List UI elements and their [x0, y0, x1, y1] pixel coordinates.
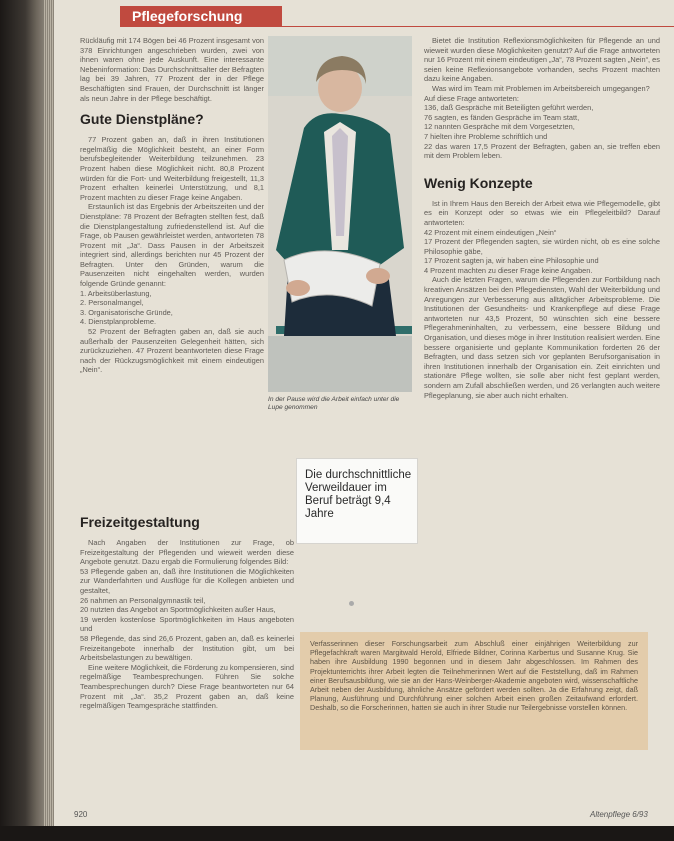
list-item: 22 das waren 17,5 Prozent der Befragten, gaben an, sie treffen eben mit dem Problem leben. [424, 141, 660, 161]
list-item: 136, daß Gespräche mit Beteiligten geführt werden, [424, 103, 594, 113]
left-column [80, 36, 264, 375]
section-header: Pflegeforschung [120, 6, 282, 26]
list-item: 3. Organisatorische Gründe, [80, 307, 173, 317]
list-item: 42 Prozent mit einem eindeutigen „Nein“ [424, 227, 557, 237]
list-item: 76 sagten, es fänden Gespräche im Team statt, [424, 112, 580, 122]
heading-freizeitgestaltung: Freizeitgestaltung [80, 514, 200, 530]
list-item: 4 Prozent machten zu dieser Frage keine Angaben. [424, 265, 593, 275]
bottom-shadow [0, 826, 674, 841]
paragraph: Ist in Ihrem Haus den Bereich der Arbeit etwa wie Pflegemodelle, gibt es ein Konzept oder so etwas wie ein Pflegeleitbild? Darauf antworteten: [424, 198, 660, 227]
paragraph: Was wird im Team mit Problemen im Arbeitsbereich umgegangen? [432, 83, 650, 93]
concept-list [424, 228, 660, 276]
list-item: 26 nahmen an Personalgymnastik teil, [80, 595, 206, 605]
paragraph: Nach Angaben der Institutionen zur Frage, ob Freizeitgestaltung der Pflegenden und wieweit werden diese Angebote genutzt. Dazu ergab die Formulierung folgendes Bild: [80, 538, 294, 567]
list-item: 17 Prozent sagten ja, wir haben eine Philosophie und [424, 256, 599, 266]
list-item: 1. Arbeitsüberlastung, [80, 288, 152, 298]
paragraph: Auch die letzten Fragen, warum die Pflegenden zur Fortbildung nach kreativen Ansätzen bei den Pflegediensten, Wahl der Weiterbildung und Anregungen zur Verbesserung aus alltäglicher Arbeitsprobleme. Die Institutionen der Gesundheits- und Krankenpflege auf diese Frage antworteten nur 43,5 Prozent, 50 wünschten sich eine bessere Pflegerahmeninhalten, zu verbessern, eine bessere Bildung und Organisation, und dieses möge in ihrer Institution realisiert werden. Eine bessere organisierte und geplante Kommunikation forderten 26 der Befragten, und dass setzen sich vor geplanten Berufsorganisation in ihren Institutionen innerhalb der Organisation ein. Zeit einrichten und stationäre Pflege wollten, sie solle aber nicht fest geplant werden, sondern am Zufall abschließen werden, und 26 verlangten auch weitere Pflegeplanung, sie aber auch nicht erhalten. [424, 275, 660, 400]
nurse-photo [268, 36, 412, 392]
list-item: 58 Pflegende, das sind 26,6 Prozent, gaben an, daß es keinerlei Freizeitangebote innerhalb der Institution gibt, um bei Arbeitsbelastungen zu bewältigen. [80, 633, 294, 663]
pull-quote: Die durchschnittliche Verweildauer im Beruf beträgt 9,4 Jahre [296, 458, 418, 544]
list-item: 20 nutzten das Angebot an Sportmöglichkeiten außer Haus, [80, 605, 276, 615]
list-item: 19 werden kostenlose Sportmöglichkeiten im Haus angeboten und [80, 614, 294, 634]
list-item: 17 Prozent der Pflegenden sagten, sie würden nicht, ob es eine solche Philosophie gäbe, [424, 237, 660, 256]
left-column-lower [80, 506, 294, 711]
list-item: 2. Personalmangel, [80, 298, 144, 308]
author-info-box: Verfasserinnen dieser Forschungsarbeit zum Abschluß einer einjährigen Weiterbildung zur Pflegefachkraft waren Margitwald Herold, Elfriede Bildner, Corinna Karbertus und Susanne Krug. Sie haben ihre Ausbildung 1990 begonnen und in diesem Jahr abgeschlossen. Im Rahmen des Projektunterrichts ihrer Arbeit legten die Teilnehmerinnen Wert auf die Feststellung, daß im Rahmen einer Berufsausbildung, wie sie an der Hans-Weinberger-Akademie angeboten wird, wissenschaftliche Arbeit neben der Ausbildung, ähnliche Ansätze gefördert werden sollten. Ja die Erfahrung zeigt, daß Planung, Ausführung und Durchführung einer solchen Arbeit einen großen Zeitaufwand erfordert. Deshalb, so die Forscherinnen, hatten sie auch in ihrer Studie nur Teilergebnisse vorstellen können. [300, 632, 648, 750]
leisure-list [80, 567, 294, 663]
heading-wenig-konzepte: Wenig Konzepte [424, 174, 533, 191]
list-item: 7 hielten ihre Probleme schriftlich und [424, 131, 548, 141]
paragraph: Bietet die Institution Reflexionsmöglichkeiten für Pflegende an und wieweit wurden diese Möglichkeiten genutzt? Auf die Frage antworteten nur 16 Prozent mit einem eindeutigen „Ja“, 78 Prozent sagten „Nein“, es seien keine Reflexionsangebote vorhanden, sechs Prozent machten dazu keine Angaben. [424, 36, 660, 84]
problems-list [424, 103, 660, 161]
paragraph: Erstaunlich ist das Ergebnis der Arbeitszeiten und der Dienstpläne: 78 Prozent der Befragten stellten fest, daß die Dienstplangestaltung zufriedenstellend ist. Auf die Frage, ob Pausen gewährleistet werden, antworteten 78 Prozent mit „Ja“. Dass Pausen in der Arbeitszeit integriert sind, allerdings berichten nur 45 Prozent der Befragten. Unter den Gründen, warum die Pausenzeiten nicht eingehalten werden, wurden folgende Gründe genannt: [80, 202, 264, 289]
photo-caption: In der Pause wird die Arbeit einfach unter die Lupe genommen [268, 396, 400, 411]
paragraph: 52 Prozent der Befragten gaben an, daß sie auch außerhalb der Pausenzeiten Gelegenheit hätten, sich zurückzuziehen. 47 Prozent beantworteten diese Frage nach der Rückzugsmöglichkeit mit einem eindeutigen „Nein“. [80, 327, 264, 375]
journal-footer: Altenpflege 6/93 [590, 810, 648, 819]
heading-gute-dienstplaene: Gute Dienstpläne? [80, 111, 204, 128]
paragraph: 77 Prozent gaben an, daß in ihren Institutionen regelmäßig die Möglichkeit besteht, an einer Form berufsbegleitender Weiterbildung teilzunehmen. 23 Prozent haben diese Möglichkeit nicht. 80,8 Prozent würden für die Fort- und Weiterbildung freigestellt, 11,3 Prozent erhalten keinerlei Unterstützung, und 8,1 Prozent machten zu dieser Frage keine Angaben. [80, 135, 264, 202]
list-item: 12 nannten Gespräche mit dem Vorgesetzten, [424, 122, 575, 132]
list-item: 53 Pflegende gaben an, daß ihre Institutionen die Möglichkeiten zur Wanderfahrten und Ausflüge für die Kollegen anbieten und gestaltet, [80, 566, 294, 595]
list-item: 4. Dienstplanprobleme. [80, 317, 157, 327]
ink-dot [349, 601, 354, 606]
paragraph: Auf diese Frage antworteten: [424, 93, 519, 103]
right-column [424, 36, 660, 400]
book-spine [0, 0, 46, 841]
intro-paragraph: Rückläufig mit 174 Bögen bei 46 Prozent insgesamt von 378 Einrichtungen angeschrieben wurden, zwei von ihnen waren ohne jede Auskunft. Eine interessante Nebeninformation: Das Durchschnittsalter der Befragten lag bei 39 Jahren, 77 Prozent der in der Pflege Beschäftigten sind Frauen, der Durchschnitt ist länger als neun Jahre in der Pflege beschäftigt. [80, 36, 264, 103]
reasons-list [80, 289, 264, 327]
paragraph: Eine weitere Möglichkeit, die Förderung zu kompensieren, sind regelmäßige Teambesprechungen. Führen Sie solche Teambesprechungen durch? Diese Frage beantworteten nur 64 Prozent mit „Ja“. 35,2 Prozent gaben an, daß keine regelmäßigen Teamgespräche stattfinden. [80, 662, 294, 711]
page-number: 920 [74, 810, 88, 819]
header-rule [120, 26, 674, 27]
